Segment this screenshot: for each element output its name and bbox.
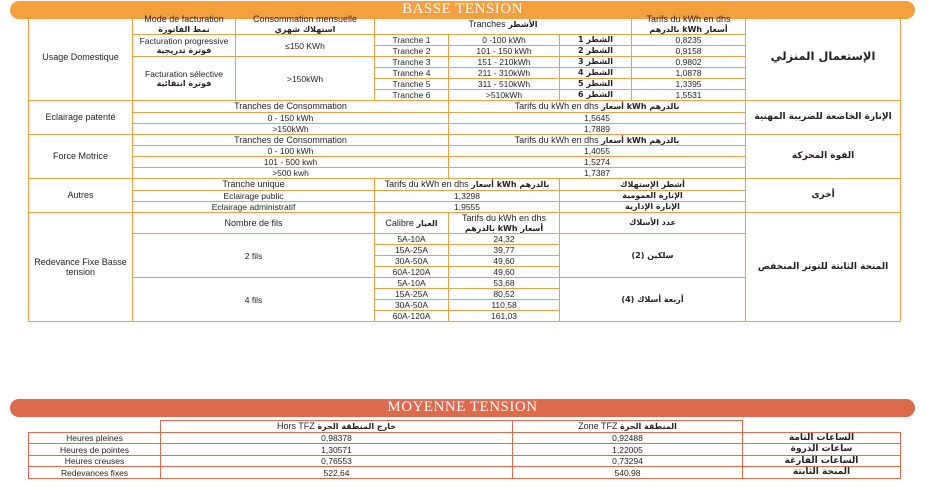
mt-row-label: Redevances fixes	[29, 467, 161, 479]
autres-tarif: 1,3298	[375, 191, 560, 202]
header-tarif-fr: Tarifs du kWh en dhs	[646, 14, 731, 24]
header-zone-tfz	[513, 421, 743, 433]
mt-zone-tfz-value: 0,92488	[513, 432, 743, 444]
mt-zone-tfz-value: 540.98	[513, 467, 743, 479]
mt-hors-tfz-value: 522,64	[161, 467, 513, 479]
redevance-tarif: 39,77	[449, 245, 560, 256]
header-calibre-fr: Calibre	[385, 217, 414, 228]
tranche-range: >510kWh	[449, 90, 560, 101]
header-consommation-mensuelle	[236, 14, 375, 35]
mt-row-label: Heures creuses	[29, 455, 161, 467]
tranche-label-ar: الشطر 5	[560, 79, 632, 90]
mt-zone-tfz-value: 1,22005	[513, 444, 743, 456]
fils-label: 2 fils	[133, 234, 375, 278]
header-calibre-ar: العيار	[416, 218, 438, 228]
calibre-value: 60A-120A	[375, 267, 449, 278]
tranche-range: 0 - 100 kWh	[133, 146, 449, 157]
mode-facturation-progressive	[133, 35, 236, 57]
header-tarif-eclairage-ar: أسعار kWh بالدرهم	[601, 102, 680, 112]
table-row	[29, 455, 901, 467]
calibre-value: 60A-120A	[375, 311, 449, 322]
header-autres-ar: أشطر الإستهلاك	[560, 179, 746, 191]
header-zone-tfz-fr: Zone TFZ	[578, 421, 618, 431]
header-conso-ar: استهلاك شهري	[274, 24, 336, 34]
header-hors-tfz	[161, 421, 513, 433]
header-redevance-ar: عدد الأسلاك	[560, 213, 746, 234]
mt-hors-tfz-value: 0,76553	[161, 455, 513, 467]
conso-progressive: ≤150 KWh	[236, 35, 375, 57]
category-force-motrice: Force Motrice	[29, 134, 133, 179]
table-row	[29, 134, 901, 146]
mode-selective-fr: Facturation sélective	[145, 68, 223, 79]
tranche-range: 0 -100 kWh	[449, 35, 560, 46]
mt-row-label-ar: الساعات التامة	[743, 432, 901, 444]
header-tarif-redevance-fr: Tarifs du kWh en dhs	[461, 213, 547, 224]
tranche-range: 101 - 500 kwh	[133, 157, 449, 168]
tranche-label: Tranche 1	[375, 35, 449, 46]
redevance-tarif: 80,52	[449, 289, 560, 300]
mt-hors-tfz-value: 1,30571	[161, 444, 513, 456]
header-tarif-redevance	[449, 213, 560, 234]
tranche-tarif: 1,5531	[632, 90, 746, 101]
category-eclairage-patente-ar: الإنارة الخاضعة للضريبة المهنية	[746, 101, 901, 135]
tranche-label-ar: الشطر 1	[560, 35, 632, 46]
tranche-label: Tranche 3	[375, 57, 449, 68]
mode-progressive-fr: Facturation progressive	[139, 35, 229, 46]
table-row	[29, 179, 901, 191]
category-usage-domestique: Usage Domestique	[29, 14, 133, 101]
category-redevance-fixe-ar: المنحة الثابتة للتوتر المنخفض	[746, 213, 901, 322]
header-tranches-consommation-force: Tranches de Consommation	[133, 134, 449, 146]
mt-hors-tfz-value: 0,98378	[161, 432, 513, 444]
redevance-tarif: 49,60	[449, 267, 560, 278]
mt-row-label: Heures de pointes	[29, 444, 161, 456]
tranche-tarif: 0,8235	[632, 35, 746, 46]
header-tarif-autres-ar: أسعار kWh بالدرهم	[471, 180, 550, 190]
category-redevance-fixe	[29, 213, 133, 322]
tranche-range: 101 - 150 kWh	[449, 46, 560, 57]
table-row	[29, 101, 901, 113]
fils-label-ar: أربعة أسلاك (4)	[560, 278, 746, 322]
mt-row-label-ar: ساعات الذروة	[743, 444, 901, 456]
header-tarif-autres-fr: Tarifs du kWh en dhs	[384, 179, 469, 190]
mt-row-label-ar: الساعات الفارغة	[743, 455, 901, 467]
conso-selective: >150kWh	[236, 57, 375, 101]
tranche-label-ar: الشطر 3	[560, 57, 632, 68]
tranche-tarif: 1,7387	[449, 168, 746, 179]
table-row	[29, 467, 901, 479]
autres-tarif: 1,9555	[375, 202, 560, 213]
tranche-range: >500 kwh	[133, 168, 449, 179]
header-hors-tfz-ar: خارج المنطقة الحرة	[317, 422, 397, 431]
category-usage-domestique-ar: الإستعمال المنزلي	[746, 14, 901, 101]
header-tranche-unique: Tranche unique	[133, 179, 375, 191]
header-tarifs-domestique	[632, 14, 746, 35]
tranche-tarif: 1,5274	[449, 157, 746, 168]
mt-zone-tfz-value: 0,73294	[513, 455, 743, 467]
header-tarif-force	[449, 134, 746, 146]
tranche-label-ar: الشطر 6	[560, 90, 632, 101]
category-force-motrice-ar: القوة المحركة	[746, 134, 901, 179]
mt-corner-spacer	[29, 421, 161, 433]
moyenne-tension-table	[28, 420, 901, 479]
redevance-tarif: 24,32	[449, 234, 560, 245]
tranche-tarif: 0,9802	[632, 57, 746, 68]
table-row	[29, 432, 901, 444]
header-tranches-consommation-eclairage: Tranches de Consommation	[133, 101, 449, 113]
header-calibre	[375, 213, 449, 234]
calibre-value: 15A-25A	[375, 245, 449, 256]
tranche-tarif: 1,5645	[449, 112, 746, 123]
tranche-label: Tranche 4	[375, 68, 449, 79]
table-row	[29, 213, 901, 234]
category-autres: Autres	[29, 179, 133, 213]
category-eclairage-patente: Eclairage patenté	[29, 101, 133, 135]
mt-row-label: Heures pleines	[29, 432, 161, 444]
header-tarif-eclairage-fr: Tarifs du kWh en dhs	[514, 101, 599, 112]
autres-label: Eclairage public	[133, 191, 375, 202]
table-row	[29, 421, 901, 433]
tranche-range: >150kWh	[133, 123, 449, 134]
header-tarif-force-ar: أسعار kWh بالدرهم	[601, 135, 680, 145]
header-tarif-eclairage	[449, 101, 746, 113]
tranche-range: 311 - 510kWh	[449, 79, 560, 90]
tranche-label: Tranche 2	[375, 46, 449, 57]
header-tarif-ar: أسعار kWh بالدرهم	[649, 24, 728, 34]
mt-corner-spacer-right	[743, 421, 901, 433]
mode-facturation-selective	[133, 57, 236, 101]
tranche-range: 211 - 310kWh	[449, 68, 560, 79]
basse-tension-banner: BASSE TENSION	[10, 1, 915, 19]
autres-label-ar: الإنارة العمومية	[560, 191, 746, 202]
tranche-label-ar: الشطر 2	[560, 46, 632, 57]
tranche-label: Tranche 5	[375, 79, 449, 90]
tranche-range: 0 - 150 kWh	[133, 112, 449, 123]
mt-row-label-ar: المنحة الثابتة	[743, 467, 901, 479]
header-zone-tfz-ar: المنطقة الحرة	[620, 422, 677, 431]
header-tarif-redevance-ar: أسعار kWh بالدرهم	[464, 223, 544, 233]
calibre-value: 30A-50A	[375, 300, 449, 311]
tranche-label-ar: الشطر 4	[560, 68, 632, 79]
calibre-value: 5A-10A	[375, 234, 449, 245]
category-redevance-fixe-label: Redevance Fixe Basse tension	[34, 256, 127, 278]
calibre-value: 30A-50A	[375, 256, 449, 267]
header-tranches	[375, 14, 632, 35]
autres-label-ar: الإنارة الإدارية	[560, 202, 746, 213]
header-hors-tfz-fr: Hors TFZ	[276, 421, 315, 431]
basse-tension-table	[28, 13, 901, 322]
tranche-tarif: 1,7889	[449, 123, 746, 134]
category-autres-ar: أخرى	[746, 179, 901, 213]
header-mode-ar: نمط الفاتورة	[158, 24, 210, 34]
mode-progressive-ar: فوترة تدريجية	[156, 45, 212, 55]
header-tarif-autres	[375, 179, 560, 191]
tranche-label: Tranche 6	[375, 90, 449, 101]
redevance-tarif: 53,68	[449, 278, 560, 289]
fils-label-ar: سلكين (2)	[560, 234, 746, 278]
header-tarif-force-fr: Tarifs du kWh en dhs	[514, 134, 599, 145]
tranche-tarif: 1,4055	[449, 146, 746, 157]
header-nombre-de-fils: Nombre de fils	[133, 213, 375, 234]
calibre-value: 15A-25A	[375, 289, 449, 300]
header-tranches-ar: الأشطر	[508, 19, 538, 29]
calibre-value: 5A-10A	[375, 278, 449, 289]
header-mode-facturation	[133, 14, 236, 35]
redevance-tarif: 161,03	[449, 311, 560, 322]
header-conso-fr: Consommation mensuelle	[252, 14, 358, 24]
moyenne-tension-banner: MOYENNE TENSION	[10, 399, 915, 417]
tranche-tarif: 1,0878	[632, 68, 746, 79]
table-row	[29, 14, 901, 35]
tranche-range: 151 - 210kWh	[449, 57, 560, 68]
header-tranches-fr: Tranches	[468, 18, 506, 29]
header-mode-fr: Mode de facturation	[144, 14, 224, 24]
table-row	[29, 444, 901, 456]
mode-selective-ar: فوترة انتقائية	[156, 78, 212, 88]
redevance-tarif: 110,58	[449, 300, 560, 311]
tranche-tarif: 0,9158	[632, 46, 746, 57]
autres-label: Eclairage administratif	[133, 202, 375, 213]
redevance-tarif: 49,60	[449, 256, 560, 267]
tranche-tarif: 1,3395	[632, 79, 746, 90]
fils-label: 4 fils	[133, 278, 375, 322]
